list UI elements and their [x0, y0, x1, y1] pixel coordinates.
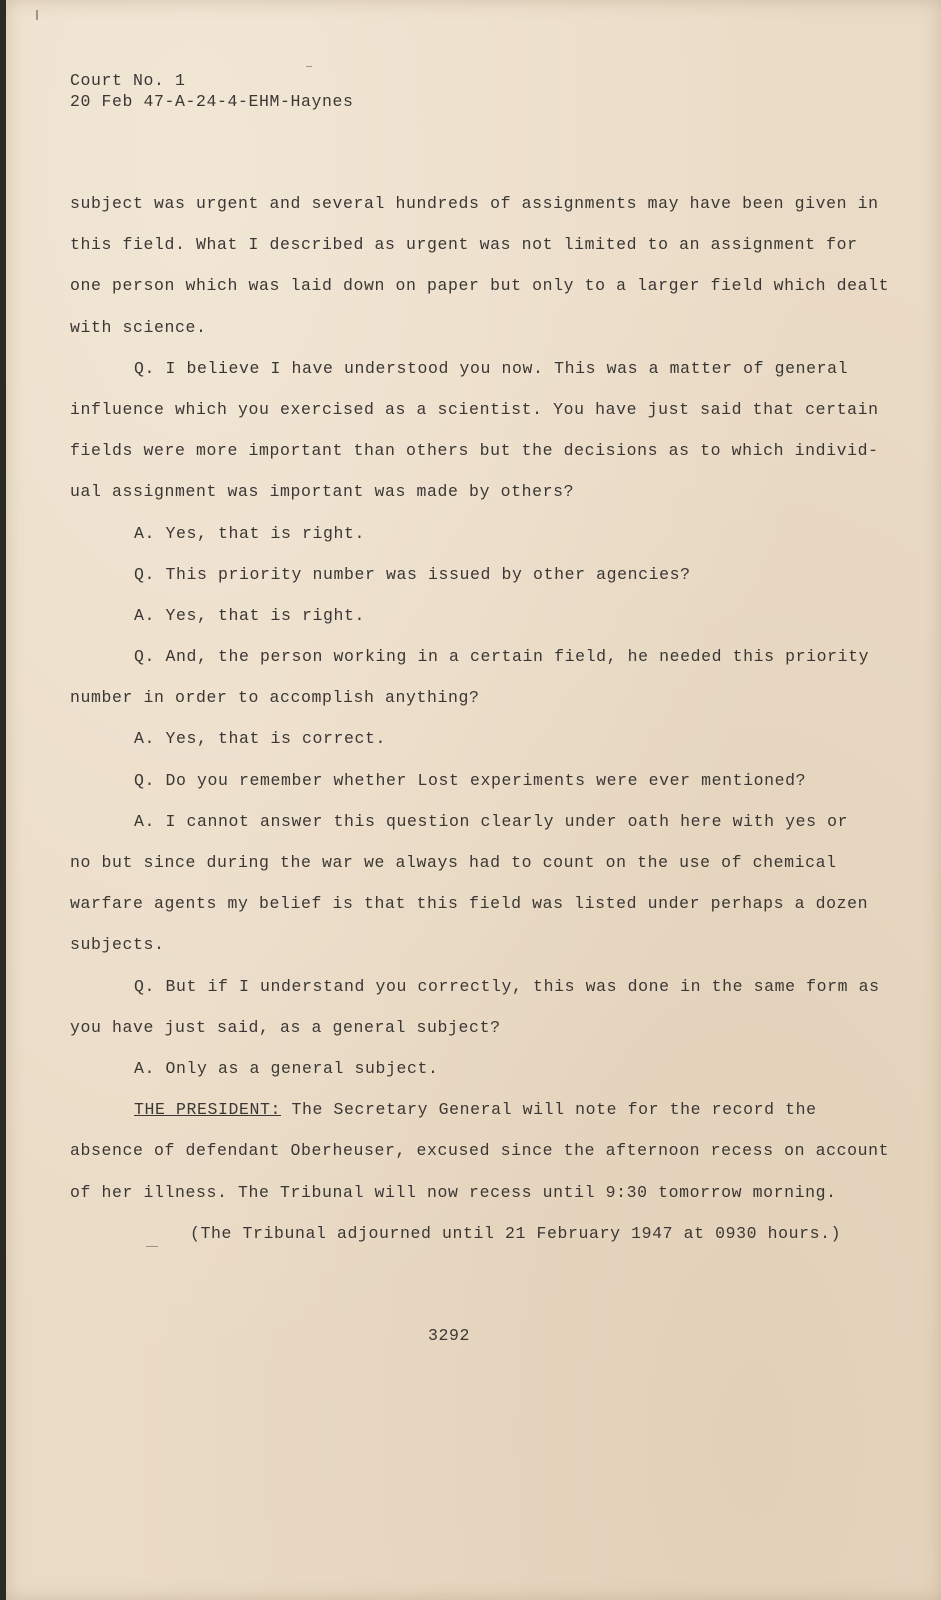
transcript-line — [70, 440, 879, 481]
line-text: Q. But if I understand you correctly, this was done in the same form as — [134, 976, 880, 996]
line-text: A. Yes, that is right. — [134, 523, 366, 543]
transcript-line — [70, 646, 870, 687]
reference-line: 20 Feb 47-A-24-4-EHM-Haynes — [70, 92, 354, 111]
line-text: fields were more important than others but the decisions as to which individ- — [70, 441, 879, 461]
transcript-body — [70, 193, 890, 1264]
line-text: absence of defendant Oberheuser, excused since the afternoon recess on account — [70, 1141, 890, 1161]
line-text: Q. This priority number was issued by other agencies? — [134, 564, 691, 584]
transcript-line — [70, 1140, 890, 1181]
transcript-line — [70, 193, 879, 234]
transcript-line — [70, 234, 870, 275]
transcript-line — [70, 1017, 870, 1058]
transcript-line — [70, 1099, 870, 1140]
line-text: A. Yes, that is right. — [134, 605, 366, 625]
line-text: no but since during the war we always had to count on the use of chemical — [70, 853, 837, 872]
transcript-line — [70, 275, 890, 316]
transcript-line — [70, 770, 870, 811]
line-text: A. Only as a general subject. — [134, 1058, 439, 1078]
line-text: A. I cannot answer this question clearly under oath here with yes or — [134, 811, 849, 831]
transcript-line — [70, 481, 870, 522]
line-text: Q. I believe I have understood you now. This was a matter of general — [134, 358, 849, 378]
document-page — [6, 0, 941, 1600]
line-text: warfare agents my belief is that this field was listed under perhaps a dozen — [70, 894, 869, 914]
line-text: subjects. — [70, 935, 165, 955]
page-number: 3292 — [428, 1326, 471, 1345]
line-text: of her illness. The Tribunal will now recess until 9:30 tomorrow morning. — [70, 1182, 837, 1202]
margin-mark — [36, 10, 38, 20]
transcript-line — [70, 1223, 870, 1264]
line-text: number in order to accomplish anything? — [70, 688, 480, 708]
transcript-line — [70, 934, 870, 975]
line-text: subject was urgent and several hundreds of assignments may have been given in — [70, 194, 879, 213]
line-text: Q. Do you remember whether Lost experiments were ever mentioned? — [134, 770, 807, 790]
transcript-line — [70, 1182, 870, 1223]
transcript-line — [70, 523, 870, 564]
transcript-line — [70, 893, 870, 934]
line-text: one person which was laid down on paper but only to a larger field which dealt — [70, 276, 890, 296]
line-text: Q. And, the person working in a certain field, he needed this priority — [134, 647, 870, 667]
header — [70, 70, 354, 112]
court-number: Court No. 1 — [70, 71, 186, 90]
margin-mark — [306, 66, 312, 67]
transcript-line — [70, 852, 870, 893]
transcript-line — [70, 1058, 870, 1099]
transcript-line — [70, 564, 870, 605]
transcript-line — [70, 687, 870, 728]
line-text: this field. What I described as urgent was not limited to an assignment for — [70, 235, 858, 255]
line-text: (The Tribunal adjourned until 21 February 1947 at 0930 hours.) — [190, 1223, 842, 1243]
speaker-label: THE PRESIDENT: — [134, 1100, 282, 1120]
line-text: influence which you exercised as a scientist. You have just said that certain — [70, 399, 879, 419]
line-text: ual assignment was important was made by others? — [70, 482, 575, 502]
line-text: The Secretary General will note for the record the — [291, 1100, 817, 1120]
line-text: A. Yes, that is correct. — [134, 729, 387, 749]
transcript-line — [70, 317, 870, 358]
transcript-line — [70, 976, 880, 1017]
line-text: you have just said, as a general subject? — [70, 1017, 501, 1037]
transcript-line — [70, 811, 870, 852]
transcript-line — [70, 399, 879, 440]
transcript-line — [70, 605, 870, 646]
transcript-line — [70, 728, 870, 769]
transcript-line — [70, 358, 870, 399]
line-text: with science. — [70, 317, 207, 337]
